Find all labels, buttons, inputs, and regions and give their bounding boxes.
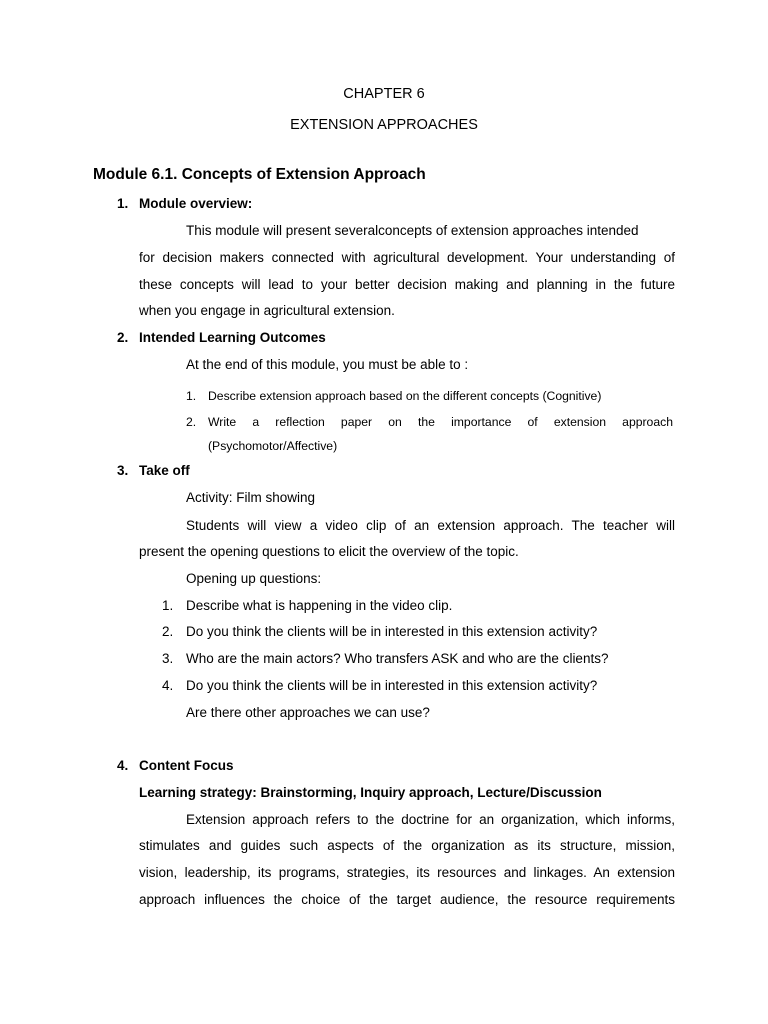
- outcome-item: 1. Describe extension approach based on the different concepts (Cognitive): [186, 389, 602, 403]
- section-heading-takeoff: 3. Take off: [117, 463, 190, 478]
- outcomes-intro: At the end of this module, you must be able to :: [186, 357, 469, 372]
- chapter-number: CHAPTER 6: [343, 86, 425, 102]
- content-line: approach influences the choice of the target audience, the resource requirements: [139, 892, 675, 907]
- takeoff-line: Students will view a video clip of an extension approach. The teacher will: [186, 518, 675, 533]
- overview-line: This module will present severalconcepts of extension approaches intended: [186, 223, 639, 238]
- question-item: 4. Do you think the clients will be in interested in this extension activity?: [162, 678, 598, 693]
- content-line: stimulates and guides such aspects of the organization as its structure, mission,: [139, 838, 675, 853]
- section-heading-outcomes: 2. Intended Learning Outcomes: [117, 330, 326, 345]
- module-title: Module 6.1. Concepts of Extension Approach: [93, 166, 426, 183]
- overview-line: these concepts will lead to your better decision making and planning in the future: [139, 277, 675, 292]
- opening-questions-label: Opening up questions:: [186, 571, 322, 586]
- content-line: vision, leadership, its programs, strategies, its resources and linkages. An extension: [139, 865, 675, 880]
- activity-label: Activity: Film showing: [186, 490, 316, 505]
- outcome-item-continuation: (Psychomotor/Affective): [208, 439, 338, 453]
- learning-strategy: Learning strategy: Brainstorming, Inquiry approach, Lecture/Discussion: [139, 785, 602, 800]
- question-item: 3. Who are the main actors? Who transfers ASK and who are the clients?: [162, 651, 609, 666]
- content-line: Extension approach refers to the doctrine for an organization, which informs,: [186, 812, 675, 827]
- question-item: 2. Do you think the clients will be in interested in this extension activity?: [162, 624, 598, 639]
- overview-line: for decision makers connected with agricultural development. Your understanding of: [139, 250, 675, 265]
- section-heading-overview: 1. Module overview:: [117, 196, 253, 211]
- chapter-title: EXTENSION APPROACHES: [290, 117, 478, 133]
- takeoff-line: present the opening questions to elicit the overview of the topic.: [139, 544, 519, 559]
- question-item: 1. Describe what is happening in the video clip.: [162, 598, 453, 613]
- section-heading-content: 4. Content Focus: [117, 758, 234, 773]
- outcome-item: 2. Write a reflection paper on the importance of extension approach: [186, 415, 673, 429]
- overview-line: when you engage in agricultural extension.: [139, 303, 395, 318]
- questions-followup: Are there other approaches we can use?: [186, 705, 430, 720]
